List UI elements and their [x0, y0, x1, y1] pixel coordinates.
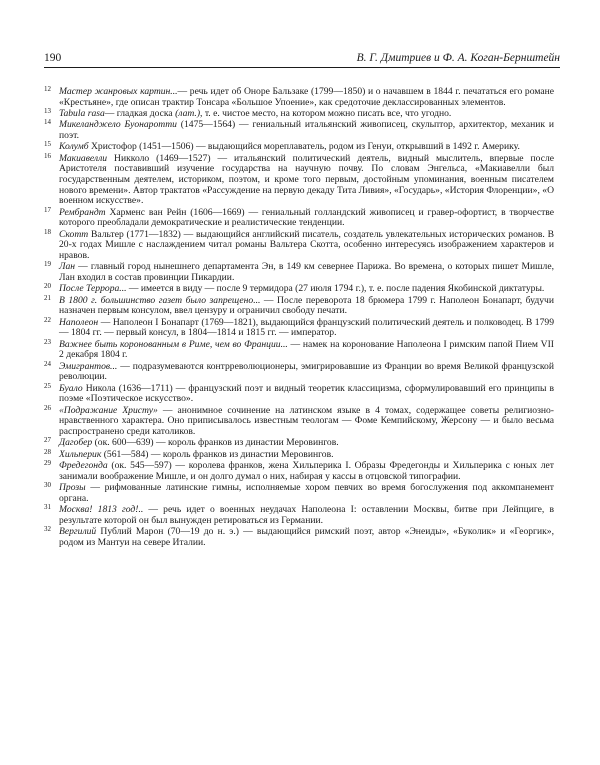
note-item	[44, 227, 554, 262]
note-item	[44, 87, 554, 108]
note-term: Мастер жанровых картин...	[59, 86, 178, 97]
running-head: В. Г. Дмитриев и Ф. А. Коган-Бернштейн	[356, 52, 560, 64]
note-term: Фредегонда	[59, 460, 108, 471]
note-text	[59, 141, 520, 152]
note-body: (ок. 600—639) — король франков из династии Меровингов.	[92, 437, 339, 449]
note-term: Рембрандт	[59, 206, 106, 218]
note-term: Лан	[59, 261, 76, 273]
note-term: Буало	[59, 382, 83, 394]
page-number: 190	[44, 52, 62, 64]
note-term: Колумб	[59, 141, 89, 153]
note-body: — Наполеон I Бонапарт (1769—1821), выдающийся французский политический деятель и полководец. В 1799 — 1804 гг. — первый консул, в 1804—1814 и 1815 гг. — император.	[59, 316, 554, 339]
note-body: (561—584) — король франков из династии Меровингов.	[101, 448, 334, 460]
note-number: 18	[44, 227, 51, 236]
note-body: Никола (1636—1711) — французский поэт и видный теоретик классицизма, сформулировавший его принципы в поэме «Поэтическое искусство».	[59, 382, 554, 405]
note-body: — имеется в виду — после 9 термидора (27 июля 1794 г.), т. е. после падения Якобинской диктатуры.	[126, 283, 545, 295]
note-text	[59, 207, 554, 229]
header-rule	[44, 67, 560, 68]
note-term: Скотт	[59, 228, 89, 240]
note-item	[44, 284, 554, 295]
note-term: Tabula rasa	[59, 108, 105, 119]
note-text	[59, 383, 554, 405]
note-item	[44, 527, 554, 548]
note-item	[44, 505, 554, 526]
note-number: 24	[44, 359, 51, 368]
note-item	[44, 447, 554, 461]
note-body: — намек на коронование Наполеона I римским папой Пием VII 2 декабря 1804 г.	[59, 338, 554, 361]
note-number: 26	[44, 403, 51, 412]
note-term: «Подражание Христу»	[59, 404, 158, 416]
notes-list	[44, 87, 554, 549]
note-text	[59, 229, 554, 261]
note-text	[59, 361, 554, 383]
note-body: (1475—1564) — гениальный итальянский живописец, скульптор, архитектор, механик и поэт.	[59, 119, 554, 141]
note-number: 19	[44, 260, 51, 269]
note-number: 12	[44, 85, 51, 93]
note-term: Вергилий	[59, 526, 97, 537]
note-body: (ок. 545—597) — королева франков, жена Хильперика I. Образы Фредегонды и Хильперика с юных лет занимали воображение Мишле, и он долго думал о них, набирая у кассы в отцовской типографии.	[59, 460, 554, 482]
note-body: — После переворота 18 брюмера 1799 г. Наполеон Бонапарт, будучи назначен первым консулом, ввел цензуру и ограничил свободу печати.	[59, 294, 554, 317]
note-item	[44, 109, 554, 120]
note-text	[59, 504, 554, 526]
note-item	[44, 359, 554, 383]
note-item	[44, 205, 554, 229]
note-number: 28	[44, 447, 51, 456]
note-item	[44, 438, 554, 449]
note-number: 23	[44, 337, 51, 346]
note-text	[59, 526, 554, 548]
note-number: 14	[44, 118, 51, 127]
note-term: Дагобер	[59, 437, 93, 449]
note-term: Микеланджело Буонаротти	[59, 119, 177, 131]
note-body: Публий Марон (70—19 до н. э.) — выдающийся римский поэт, автор «Энеиды», «Буколик» и «Георгик», родом из Мантуи на севере Италии.	[59, 526, 554, 548]
note-item	[44, 403, 554, 438]
note-item	[44, 461, 554, 482]
note-item	[44, 142, 554, 153]
note-term: Наполеон	[59, 316, 99, 328]
note-text	[59, 283, 544, 294]
note-text	[59, 261, 554, 283]
note-number: 15	[44, 140, 51, 149]
note-text	[59, 437, 339, 448]
note-number: 31	[44, 503, 51, 511]
note-body: Харменс ван Рейн (1606—1669) — гениальный голландский живописец и гравер-офортист, в творчестве которого преобладали демократические и реалистические тенденции.	[59, 206, 554, 229]
note-body: — речь идет о военных неудачах Наполеона I: оставлении Москвы, битве при Лейпциге, в результате которой он был вынужден ретироваться из Германии.	[59, 504, 555, 526]
note-term: Макиавелли	[59, 152, 108, 164]
note-text	[59, 449, 334, 460]
note-body: Христофор (1451—1506) — выдающийся мореплаватель, родом из Генуи, открывший в 1492 г. Америку.	[88, 141, 520, 153]
note-body: т. е. чистое место, на котором можно писать все, что угодно.	[202, 108, 452, 119]
note-term: (лат.),	[175, 108, 203, 119]
note-item	[44, 483, 554, 504]
note-item	[44, 262, 554, 283]
note-number: 16	[44, 151, 51, 160]
note-body: Вальтер (1771—1832) — выдающийся английский писатель, создатель увлекательных исторических романов. В 20-х годах Мишле с наслаждением читал романы Вальтера Скотта, особенно интересуясь изображением характеров и нравов.	[59, 228, 554, 262]
note-number: 29	[44, 459, 51, 467]
note-number: 13	[44, 107, 51, 115]
note-body: — рифмованные латинские гимны, исполняемые хором певчих во время богослужения под аккомпанемент органа.	[59, 482, 554, 504]
note-term: В 1800 г. большинство газет было запрещено...	[59, 294, 261, 306]
note-body: — анонимное сочинение на латинском языке в 4 томах, содержащее советы религиозно-нравственного характера. Оно приписывалось известным теологам — Фоме Кемпийскому, Жерсону — и было весьма распространено среди католиков.	[59, 404, 554, 438]
note-number: 30	[44, 481, 51, 489]
note-number: 21	[44, 293, 51, 302]
note-text	[59, 339, 554, 361]
note-text	[59, 119, 554, 141]
note-number: 22	[44, 315, 51, 324]
note-term: Прозы	[59, 482, 86, 493]
note-body: Никколо (1469—1527) — итальянский политический деятель, видный мыслитель, впервые после Аристотеля поставивший изучение государства на научную почву. По словам Энгельса, «Макиавелли был государственным деятелем, историком, поэтом, и кроме того первым, достойным упоминания, военным писателем нового времени». Автор трактатов «Рассуждение на первую декаду Тита Ливия», «Государь», «История Флоренции», «О военном искусстве».	[59, 152, 554, 207]
note-item	[44, 315, 554, 339]
note-term: Москва! 1813 год!..	[59, 504, 144, 515]
note-text	[59, 108, 451, 119]
note-number: 32	[44, 525, 51, 533]
note-body: — главный город нынешнего департамента Эн, в 149 км севернее Парижа. Во времена, о которых пишет Мишле, Лан входил в состав провинции Пикардии.	[59, 261, 554, 284]
note-number: 25	[44, 381, 51, 390]
note-item	[44, 293, 554, 317]
note-text	[59, 482, 554, 504]
note-term: После Террора...	[59, 283, 127, 295]
note-body: — подразумеваются контрреволюционеры, эмигрировавшие из Франции во время Великой французской революции.	[59, 360, 554, 383]
note-number: 20	[44, 282, 51, 291]
note-number: 27	[44, 436, 51, 445]
note-text	[59, 153, 554, 207]
note-text	[59, 295, 554, 317]
note-body: — речь идет об Оноре Бальзаке (1799—1850) и о начавшем в 1844 г. печататься его романе «Крестьяне», где описан трактир Тонсара «Большое Упоение», как средоточие деклассированных элементов.	[59, 86, 554, 108]
note-item	[44, 337, 554, 361]
note-term: Важнее быть коронованным в Риме, чем во Франции...	[59, 338, 288, 350]
note-item	[44, 120, 554, 141]
note-number: 17	[44, 205, 51, 214]
note-item	[44, 151, 554, 208]
note-body: — гладкая доска	[104, 108, 176, 119]
note-text	[59, 405, 554, 437]
note-item	[44, 381, 554, 405]
note-term: Хильперик	[59, 448, 102, 460]
note-text	[59, 460, 554, 482]
note-text	[59, 317, 554, 339]
note-term: Эмигрантов...	[59, 360, 118, 372]
note-text	[59, 86, 554, 108]
